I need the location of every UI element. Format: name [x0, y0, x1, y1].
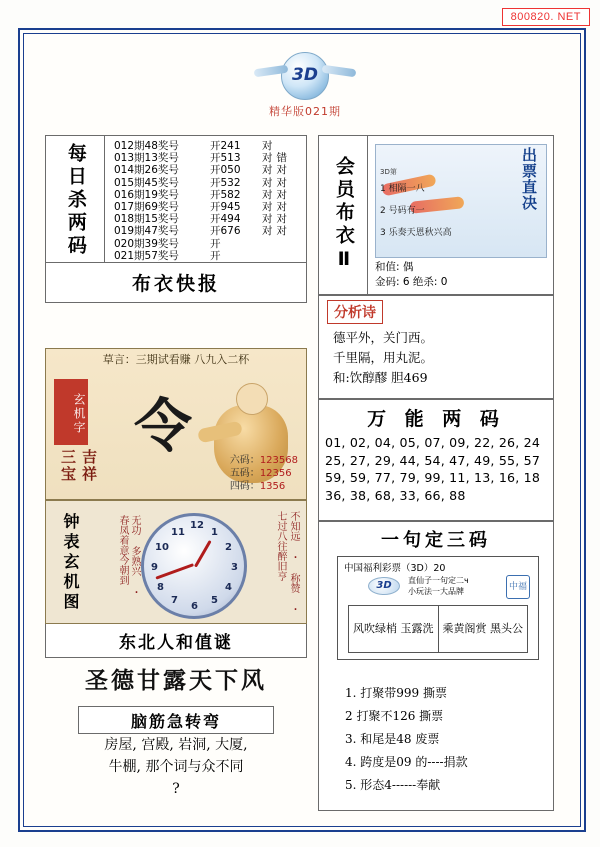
table-row	[104, 201, 304, 213]
list-item: 1. 打聚带999 撕票	[345, 686, 447, 700]
poem-line: 德平外，关门西。	[333, 330, 434, 345]
universal-heading: 万 能 两 码	[367, 408, 505, 430]
clock-num: 11	[171, 527, 185, 538]
clock-right-text: 不知远 ・ 称赞 ・ 七过八往醉旧亨	[275, 511, 299, 614]
kill-issue: 019期47奖号	[114, 225, 179, 238]
kill-open: 开494	[210, 213, 241, 226]
kill-open: 开	[210, 249, 221, 262]
poem-line: 和:饮醇醪 胆469	[333, 370, 428, 385]
number-line: 25, 27, 29, 44, 54, 47, 49, 55, 57	[325, 452, 541, 468]
kill-open: 开241	[210, 140, 241, 152]
code-label: 四码：	[229, 481, 260, 492]
kill-issue: 013期13奖号	[114, 152, 179, 165]
kill-result: 对对	[262, 213, 291, 226]
table-row	[104, 238, 304, 250]
kill-result: 对错	[262, 152, 291, 165]
logo-caption: 精华版021期	[269, 105, 341, 118]
analysis-poem-heading: 分析诗	[327, 300, 383, 324]
kill-issue: 021期57奖号	[114, 249, 179, 262]
poster-code-list	[230, 454, 298, 493]
kill-issue: 018期15奖号	[114, 213, 179, 226]
table-row	[104, 152, 304, 164]
kill-issue: 017期69奖号	[114, 201, 179, 214]
kill-result: 对对	[262, 164, 291, 177]
kill-issue: 016期19奖号	[114, 188, 179, 201]
poster-top-line: 草言：三期试看赚 八九入二杯	[102, 353, 250, 366]
clock-face-icon	[141, 513, 247, 619]
three-code-rule-list	[345, 682, 545, 797]
logo-ball-icon	[281, 52, 329, 100]
poem-line: 千里隔，用丸泥。	[333, 350, 434, 365]
list-item: 2 打聚不126 撕票	[345, 709, 444, 723]
ticket-sub-line: 小玩法一大品牌	[408, 587, 464, 596]
list-item	[230, 467, 298, 480]
table-row	[104, 177, 304, 189]
table-row	[104, 140, 304, 152]
kill-result: 对对	[262, 225, 291, 238]
buyi-express-title: 布衣快报	[45, 263, 307, 303]
clock-minute-hand	[155, 563, 194, 579]
clock-num: 5	[211, 595, 218, 606]
riddle-title: 东北人和值谜	[45, 624, 307, 658]
daily-kill-title: 每日杀两码	[64, 142, 87, 258]
logo-ball-text: 3D	[292, 65, 318, 85]
daily-kill-title-cell	[46, 136, 105, 264]
kill-open: 开050	[210, 164, 241, 177]
ticket-cell: 乘黄阁赏 黑头公	[442, 622, 523, 635]
ticket-sub-line: 直仙子一句定二ч	[408, 576, 469, 585]
clock-title: 钟表玄机图	[61, 513, 80, 613]
kill-issue: 020期39奖号	[114, 237, 179, 250]
member-buyi-box	[318, 135, 554, 295]
daily-kill-list	[104, 140, 304, 260]
ticket-header: 中国福利彩票（3D）20	[344, 563, 446, 574]
clock-num: 1	[211, 527, 218, 538]
member-picture-headline: 出票直决	[520, 147, 538, 211]
number-line: 01, 02, 04, 05, 07, 09, 22, 26, 24	[325, 435, 541, 450]
kill-result: 对	[262, 140, 277, 152]
member-title-cell	[319, 136, 368, 294]
poster-seal: 玄机字	[54, 379, 88, 445]
clock-num: 4	[225, 582, 232, 593]
analysis-poem-box	[318, 295, 554, 399]
number-line: 36, 38, 68, 33, 66, 88	[325, 487, 466, 503]
table-row	[104, 250, 304, 262]
member-picture-line: 2 号码有一	[380, 206, 425, 216]
member-picture-line: 1 相隔一八	[380, 184, 425, 194]
list-item	[230, 454, 298, 467]
kill-open: 开532	[210, 176, 241, 189]
list-item: 4. 跨度是09 的----捐款	[345, 755, 468, 769]
brainteaser-line: 牛棚, 那个词与众不同	[108, 759, 244, 775]
brainteaser-body	[78, 734, 274, 812]
three-code-box	[318, 521, 554, 811]
kill-issue: 014期26奖号	[114, 164, 179, 177]
member-picture-tag: 3D第	[380, 168, 397, 176]
brainteaser-line: ?	[172, 781, 180, 797]
clock-num: 3	[231, 562, 238, 573]
clock-num: 12	[190, 520, 204, 531]
poster-main-character: 令	[134, 392, 193, 460]
brainteaser-line: 房屋, 宫殿, 岩洞, 大厦,	[104, 737, 248, 753]
kill-result: 对对	[262, 188, 291, 201]
kill-open: 开513	[210, 152, 241, 165]
welfare-lottery-logo-icon: 中福	[506, 575, 530, 599]
code-value: 1356	[259, 481, 286, 492]
clock-num: 10	[155, 542, 169, 553]
table-row	[104, 164, 304, 176]
kill-open: 开676	[210, 225, 241, 238]
ticket-ball-icon: 3D	[368, 577, 400, 595]
clock-num: 7	[171, 595, 178, 606]
member-results	[375, 260, 549, 290]
clock-num: 2	[225, 542, 232, 553]
code-value: 123568	[259, 455, 298, 466]
lottery-ticket-graphic	[337, 556, 539, 660]
member-picture-line: 3 乐奏天恩秋兴高	[380, 228, 452, 238]
kill-issue: 015期45奖号	[114, 176, 179, 189]
xuanji-poster	[45, 348, 307, 500]
clock-num: 6	[191, 601, 198, 612]
list-item: 3. 和尾是48 废票	[345, 732, 440, 746]
kill-open: 开945	[210, 201, 241, 214]
table-row	[104, 189, 304, 201]
universal-number-list	[325, 434, 549, 504]
ticket-grid	[348, 605, 528, 653]
member-picture	[375, 144, 547, 258]
list-item	[230, 480, 298, 493]
daily-kill-box	[45, 135, 307, 263]
code-value: 12356	[259, 468, 292, 479]
clock-left-text: 无功 多熟兴 ・ 春凤着意今朝到	[117, 515, 140, 597]
kill-open: 开582	[210, 188, 241, 201]
ticket-cell: 风吹绿梢 玉露洗	[349, 606, 439, 652]
lottery-logo	[250, 52, 360, 119]
three-code-heading: 一句定三码	[381, 530, 491, 551]
kill-result: 对对	[262, 201, 291, 214]
poster-left-text: 吉祥三宝	[59, 449, 98, 483]
universal-two-codes-box	[318, 399, 554, 521]
code-label: 六码：	[229, 455, 260, 466]
clock-hour-hand	[194, 540, 212, 567]
code-label: 五码：	[229, 468, 260, 479]
member-result-line: 和值: 偶	[375, 261, 414, 273]
figure-head-shape	[236, 383, 268, 415]
table-row	[104, 225, 304, 237]
kill-open: 开	[210, 237, 221, 250]
analysis-poem-body	[333, 328, 545, 388]
list-item: 5. 形态4------奉献	[345, 778, 441, 792]
member-result-line: 金码: 6 绝杀: 0	[375, 276, 448, 288]
clock-xuanji-box	[45, 500, 307, 624]
table-row	[104, 213, 304, 225]
site-watermark: 800820. NET	[502, 8, 590, 26]
clock-title-cell	[50, 509, 90, 617]
kill-issue: 012期48奖号	[114, 140, 179, 152]
brainteaser-title: 脑筋急转弯	[78, 706, 274, 734]
kill-result: 对对	[262, 176, 291, 189]
number-line: 59, 59, 77, 79, 99, 11, 13, 16, 18	[325, 470, 541, 485]
member-title: 会员布衣Ⅱ	[332, 156, 355, 274]
clock-num: 8	[157, 582, 164, 593]
clock-num: 9	[151, 562, 158, 573]
riddle-answer: 圣德甘露天下风	[85, 667, 267, 694]
